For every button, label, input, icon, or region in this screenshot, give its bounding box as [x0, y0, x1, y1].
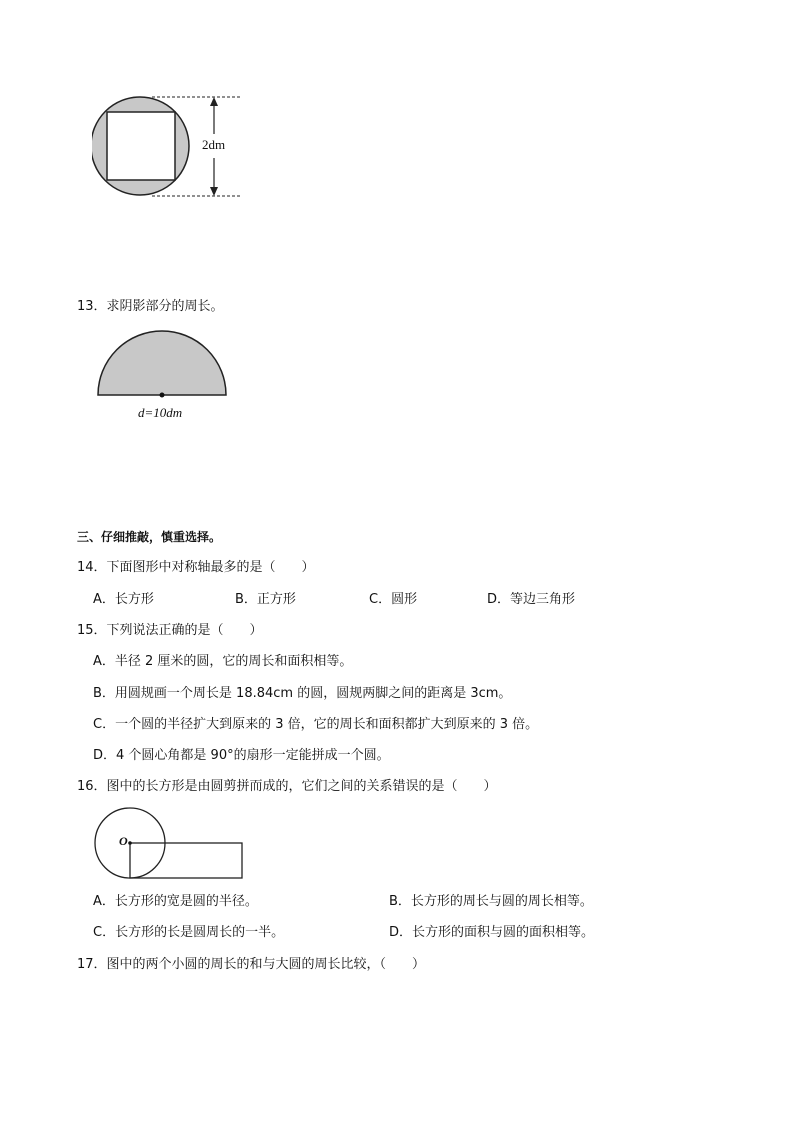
q15-option-d: D．4 个圆心角都是 90°的扇形一定能拼成一个圆。 — [93, 748, 390, 763]
diameter-label: 2dm — [202, 137, 226, 152]
q16-option-d: D．长方形的面积与圆的面积相等。 — [389, 925, 595, 940]
question-16: 16．图中的长方形是由圆剪拼而成的，它们之间的关系错误的是（ ） — [77, 779, 497, 794]
q14-option-c: C．圆形 — [369, 592, 418, 607]
question-13: 13．求阴影部分的周长。 — [77, 299, 224, 314]
question-15: 15．下列说法正确的是（ ） — [77, 623, 263, 638]
center-label-o: O — [119, 834, 128, 848]
q14-option-a: A．长方形 — [93, 592, 154, 607]
semicircle-figure — [95, 330, 235, 425]
q15-option-c: C．一个圆的半径扩大到原来的 3 倍，它的周长和面积都扩大到原来的 3 倍。 — [93, 717, 539, 732]
question-14: 14．下面图形中对称轴最多的是（ ） — [77, 560, 315, 575]
q16-option-c: C．长方形的长是圆周长的一半。 — [93, 925, 285, 940]
q15-option-a: A．半径 2 厘米的圆，它的周长和面积相等。 — [93, 654, 353, 669]
diameter-label-13: d=10dm — [138, 405, 183, 420]
section-title: 三、仔细推敲，慎重选择。 — [77, 530, 222, 544]
question-17: 17．图中的两个小圆的周长的和与大圆的周长比较，（ ） — [77, 957, 426, 972]
q14-option-b: B．正方形 — [235, 592, 296, 607]
q15-option-b: B．用圆规画一个周长是 18.84cm 的圆，圆规两脚之间的距离是 3cm。 — [93, 686, 512, 701]
circle-square-figure — [92, 90, 252, 202]
q16-option-a: A．长方形的宽是圆的半径。 — [93, 894, 258, 909]
circle-rectangle-figure — [93, 806, 249, 882]
q14-option-d: D．等边三角形 — [487, 592, 576, 607]
q16-option-b: B．长方形的周长与圆的周长相等。 — [389, 894, 593, 909]
